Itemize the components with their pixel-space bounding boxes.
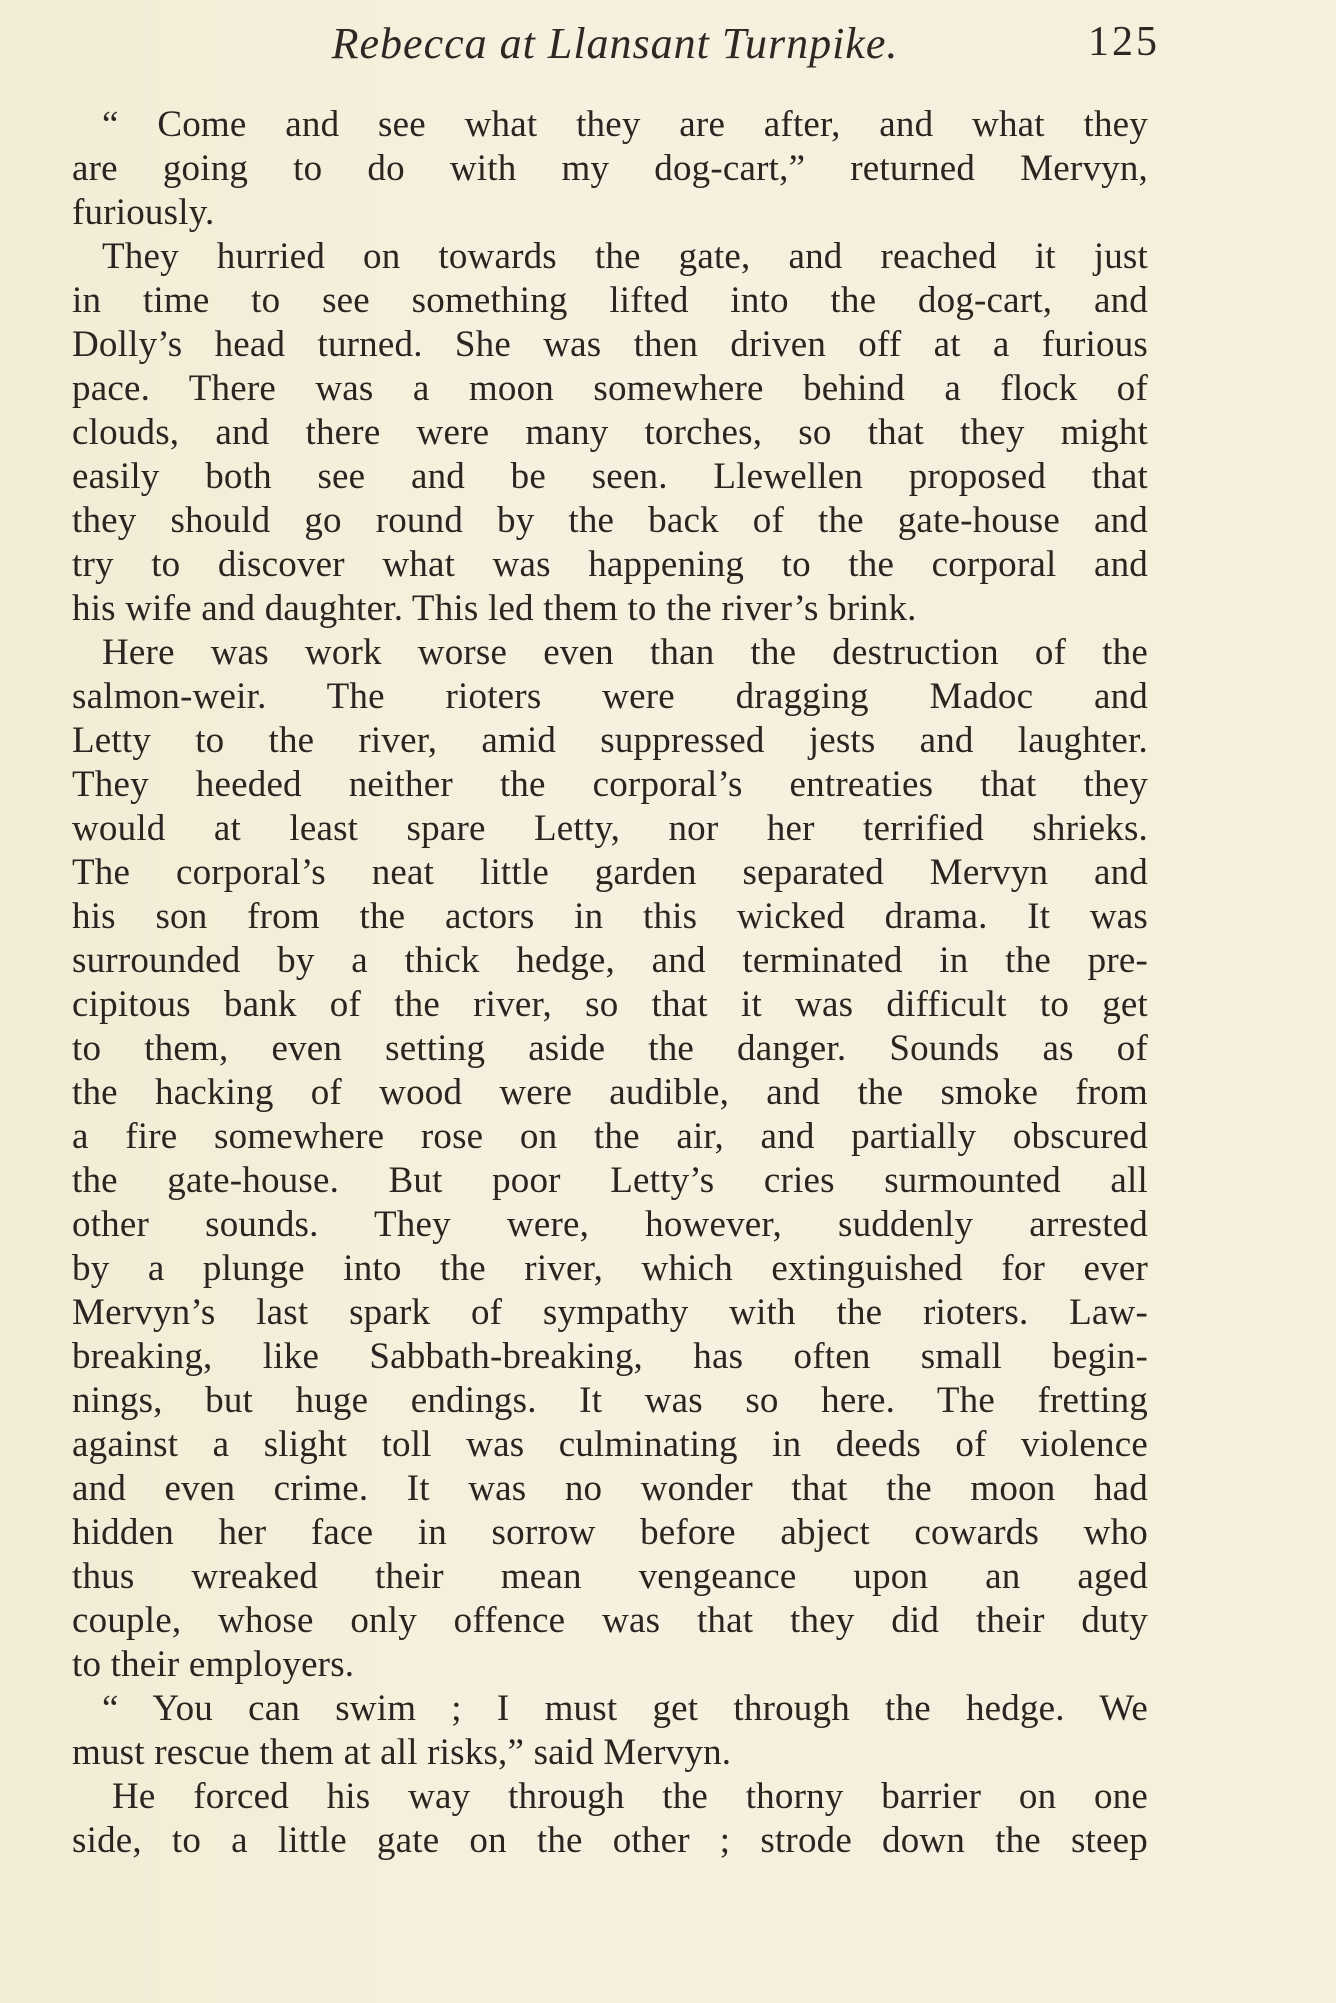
page-number: 125 (1088, 19, 1160, 65)
body-text (72, 103, 1148, 1863)
text-line: by a plunge into the river, which extinguished for ever (72, 1248, 1148, 1289)
text-line: side, to a little gate on the other ; strode down the steep (72, 1820, 1148, 1861)
text-line: cipitous bank of the river, so that it was difficult to get (72, 984, 1148, 1025)
text-line: salmon-weir. The rioters were dragging Madoc and (72, 676, 1148, 717)
text-line: nings, but huge endings. It was so here. The fretting (72, 1380, 1148, 1421)
text-line: thus wreaked their mean vengeance upon an aged (72, 1556, 1148, 1597)
text-line: clouds, and there were many torches, so that they might (72, 412, 1148, 453)
text-line: other sounds. They were, however, suddenly arrested (72, 1204, 1148, 1245)
text-line: try to discover what was happening to the corporal and (72, 544, 1148, 585)
text-line: surrounded by a thick hedge, and terminated in the pre- (72, 940, 1148, 981)
text-line: Letty to the river, amid suppressed jests and laughter. (72, 720, 1148, 761)
text-line: in time to see something lifted into the dog-cart, and (72, 280, 1148, 321)
text-line: easily both see and be seen. Llewellen proposed that (72, 456, 1148, 497)
text-line: must rescue them at all risks,” said Mervyn. (72, 1732, 732, 1773)
running-title: Rebecca at Llansant Turnpike. (331, 19, 899, 68)
text-line: They heeded neither the corporal’s entreaties that they (72, 764, 1148, 805)
page-header (70, 18, 1160, 78)
text-line: his wife and daughter. This led them to the river’s brink. (72, 588, 917, 629)
text-line: pace. There was a moon somewhere behind a flock of (72, 368, 1148, 409)
text-line: would at least spare Letty, nor her terrified shrieks. (72, 808, 1148, 849)
text-line: a fire somewhere rose on the air, and partially obscured (72, 1116, 1148, 1157)
text-line: Mervyn’s last spark of sympathy with the rioters. Law- (72, 1292, 1148, 1333)
text-line: to them, even setting aside the danger. Sounds as of (72, 1028, 1148, 1069)
text-line: the gate-house. But poor Letty’s cries surmounted all (72, 1160, 1148, 1201)
text-line: hidden her face in sorrow before abject cowards who (72, 1512, 1148, 1553)
text-line: to their employers. (72, 1644, 355, 1685)
text-line: the hacking of wood were audible, and the smoke from (72, 1072, 1148, 1113)
text-line: against a slight toll was culminating in deeds of violence (72, 1424, 1148, 1465)
text-line: his son from the actors in this wicked drama. It was (72, 896, 1148, 937)
text-line: Dolly’s head turned. She was then driven off at a furious (72, 324, 1148, 365)
text-line: The corporal’s neat little garden separated Mervyn and (72, 852, 1148, 893)
text-line: “ You can swim ; I must get through the hedge. We (102, 1688, 1148, 1729)
text-line: furiously. (72, 192, 215, 233)
text-line: are going to do with my dog-cart,” returned Mervyn, (72, 148, 1148, 189)
text-line: breaking, like Sabbath-breaking, has often small begin- (72, 1336, 1148, 1377)
text-line: “ Come and see what they are after, and what they (102, 104, 1148, 145)
text-line: He forced his way through the thorny barrier on one (112, 1776, 1148, 1817)
text-line: couple, whose only offence was that they did their duty (72, 1600, 1148, 1641)
text-line: They hurried on towards the gate, and reached it just (102, 236, 1148, 277)
text-line: they should go round by the back of the gate-house and (72, 500, 1148, 541)
text-line: Here was work worse even than the destruction of the (102, 632, 1148, 673)
text-line: and even crime. It was no wonder that the moon had (72, 1468, 1148, 1509)
